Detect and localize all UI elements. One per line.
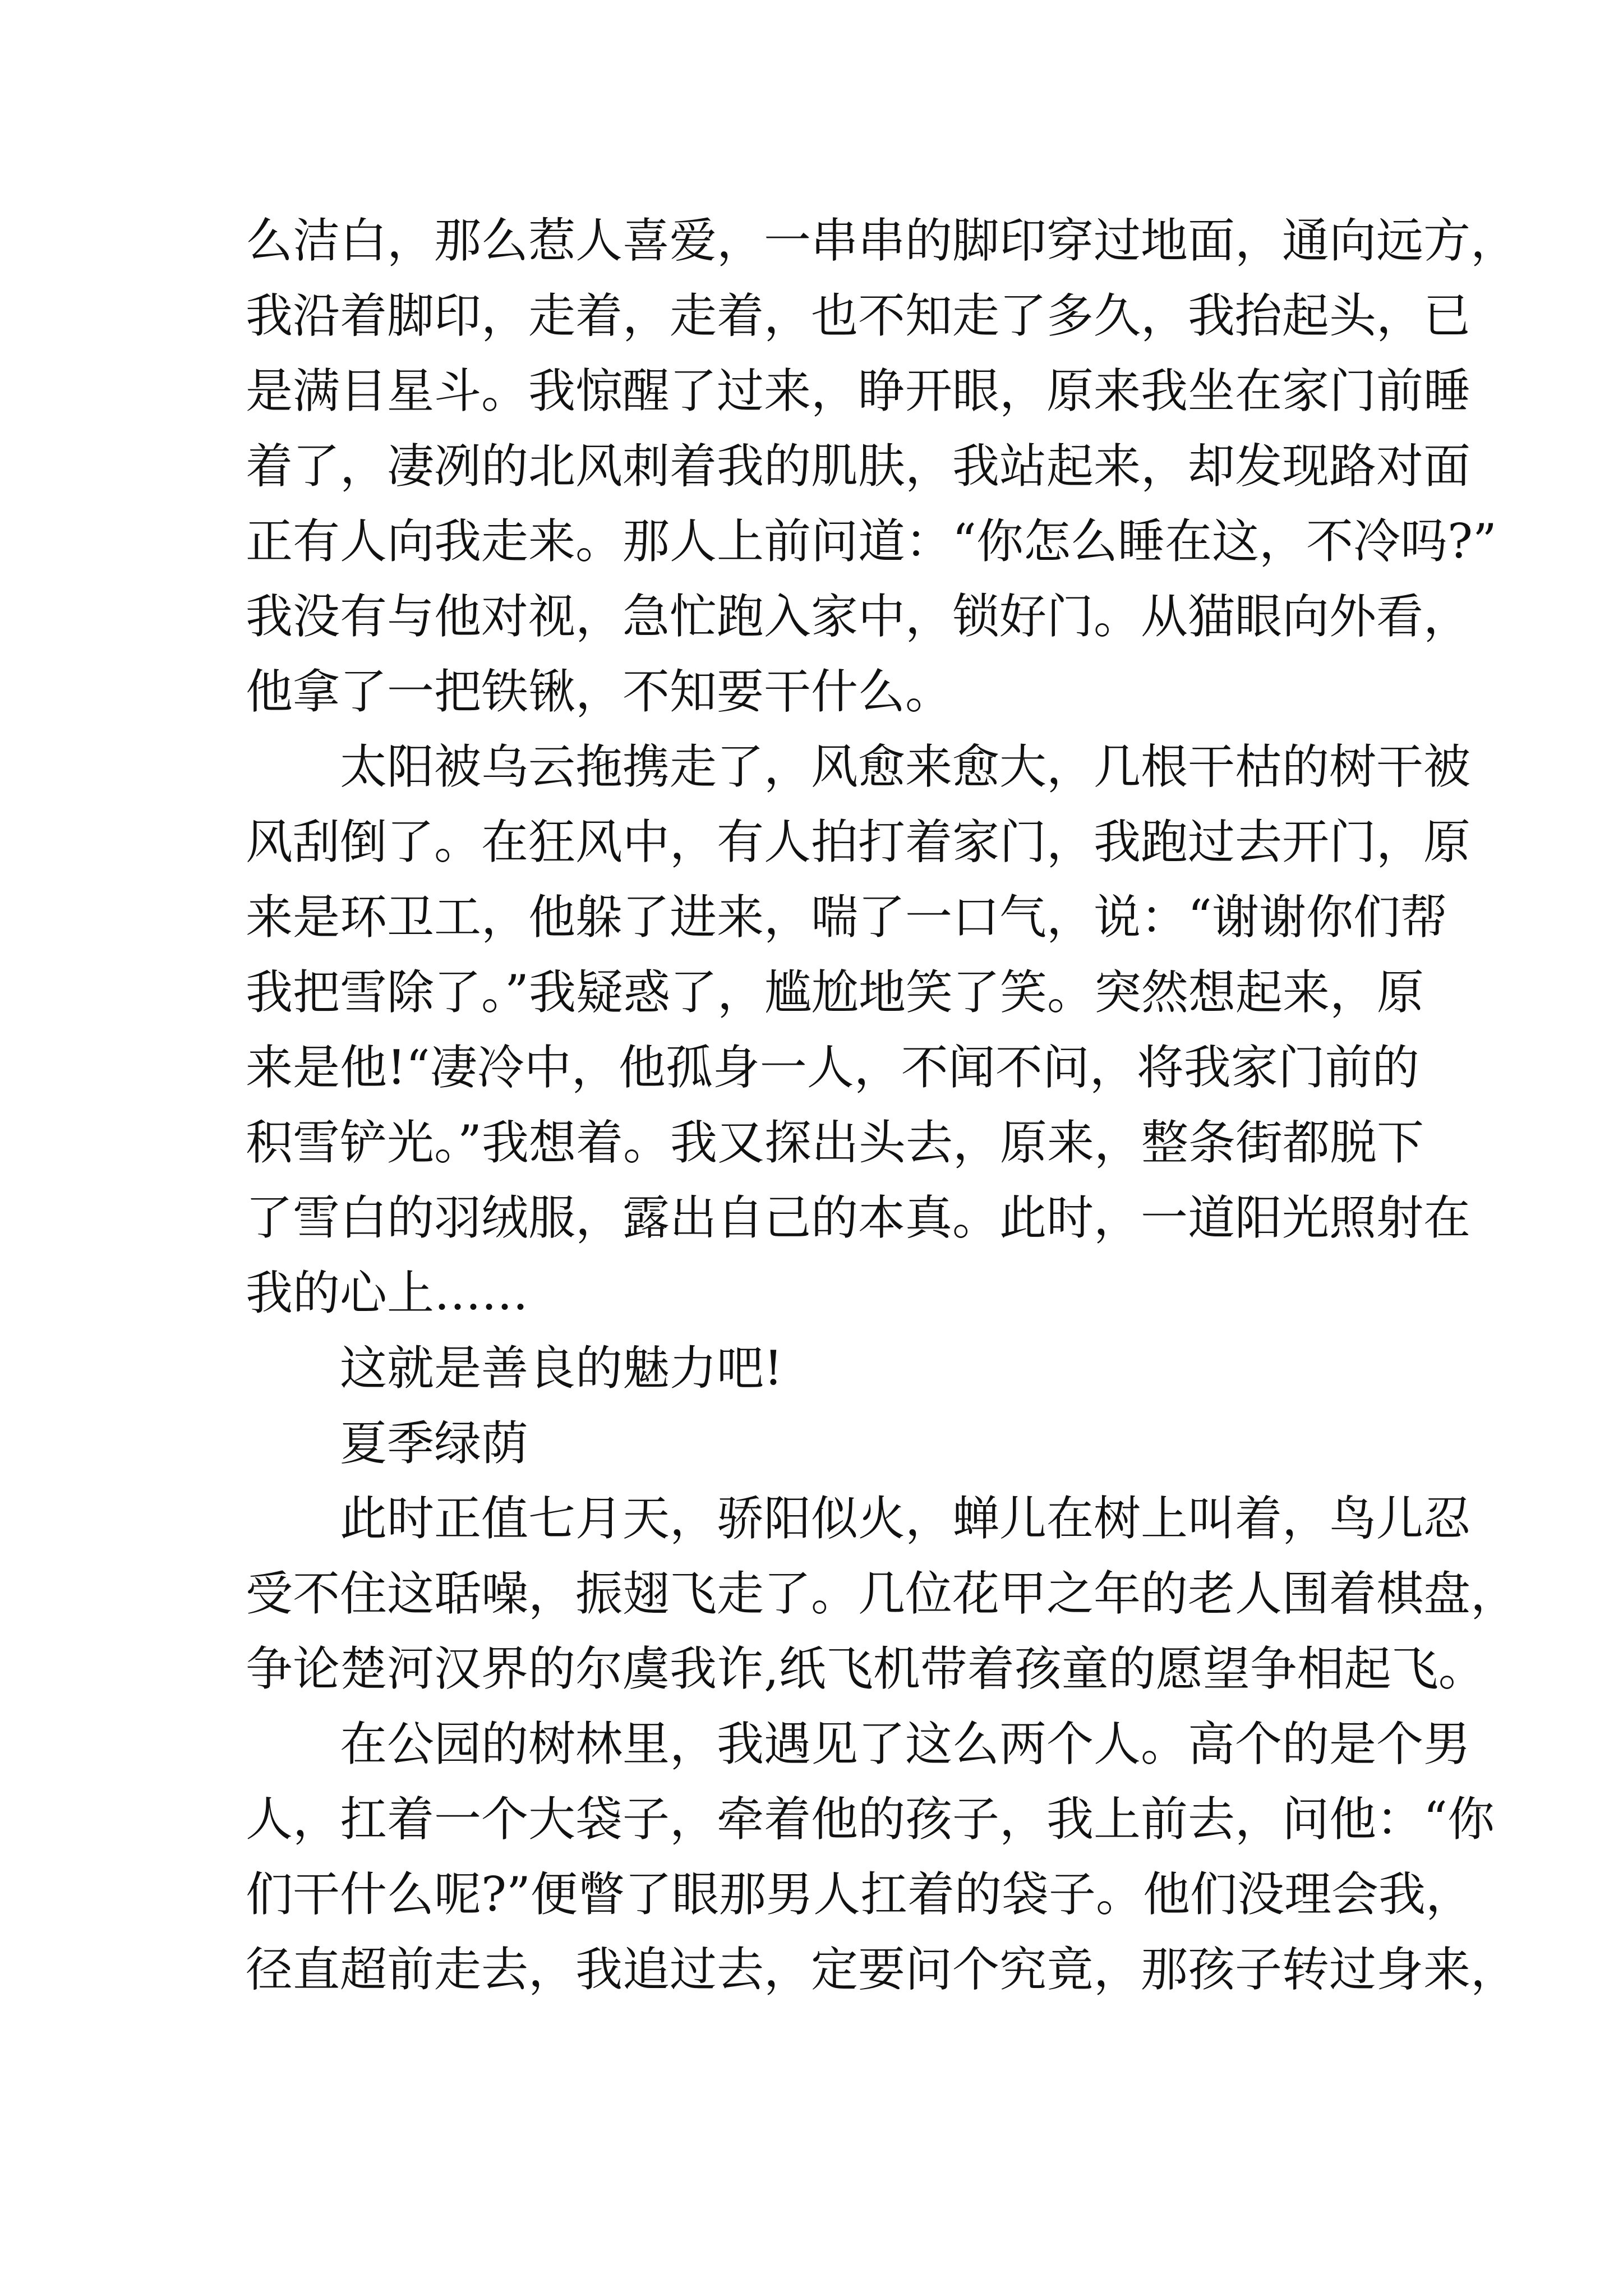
text-line: 争论楚河汉界的尔虞我诈,纸飞机带着孩童的愿望争相起飞。 (246, 1641, 1486, 1696)
text-line: 正有人向我走来。那人上前问道：“你怎么睡在这，不冷吗?” (246, 514, 1497, 569)
text-line: 太阳被乌云拖携走了，风愈来愈大，几根干枯的树干被 (340, 739, 1471, 794)
text-line: 受不住这聒噪，振翅飞走了。几位花甲之年的老人围着棋盘， (246, 1566, 1518, 1621)
text-line: 这就是善良的魅力吧! (340, 1341, 783, 1396)
text-line: 来是他!“凄冷中，他孤身一人，不闻不问，将我家门前的 (246, 1040, 1419, 1095)
text-line: 人，扛着一个大袋子，牵着他的孩子，我上前去，问他：“你 (246, 1792, 1495, 1847)
body-text (246, 203, 1518, 2007)
text-line: 我的心上…… (246, 1266, 529, 1320)
text-line: 们干什么呢?”便瞥了眼那男人扛着的袋子。他们没理会我， (246, 1867, 1473, 1922)
text-line: 风刮倒了。在狂风中，有人拍打着家门，我跑过去开门，原 (246, 815, 1471, 869)
text-line: 了雪白的羽绒服，露出自己的本真。此时，一道阳光照射在 (246, 1190, 1471, 1245)
text-line: 是满目星斗。我惊醒了过来，睁开眼，原来我坐在家门前睡 (246, 364, 1471, 418)
text-line: 他拿了一把铁锹，不知要干什么。 (246, 664, 953, 719)
text-line: 着了，凄冽的北风刺着我的肌肤，我站起来，却发现路对面 (246, 439, 1471, 494)
text-line: 我沿着脚印，走着，走着，也不知走了多久，我抬起头，已 (246, 288, 1471, 343)
text-line: 径直超前走去，我追过去，定要问个究竟，那孩子转过身来， (246, 1942, 1518, 1997)
text-line: 在公园的树林里，我遇见了这么两个人。高个的是个男 (340, 1717, 1471, 1772)
text-line: 此时正值七月天，骄阳似火，蝉儿在树上叫着，鸟儿忍 (340, 1491, 1471, 1546)
text-line: 么洁白，那么惹人喜爱，一串串的脚印穿过地面，通向远方， (246, 213, 1518, 268)
text-line: 积雪铲光。”我想着。我又探出头去，原来，整条街都脱下 (246, 1115, 1424, 1170)
text-line: 我把雪除了。”我疑惑了，尴尬地笑了笑。突然想起来，原 (246, 965, 1424, 1020)
text-line: 我没有与他对视，急忙跑入家中，锁好门。从猫眼向外看， (246, 589, 1471, 644)
text-line: 来是环卫工，他躲了进来，喘了一口气，说：“谢谢你们帮 (246, 890, 1447, 945)
text-line: 夏季绿荫 (340, 1416, 529, 1471)
